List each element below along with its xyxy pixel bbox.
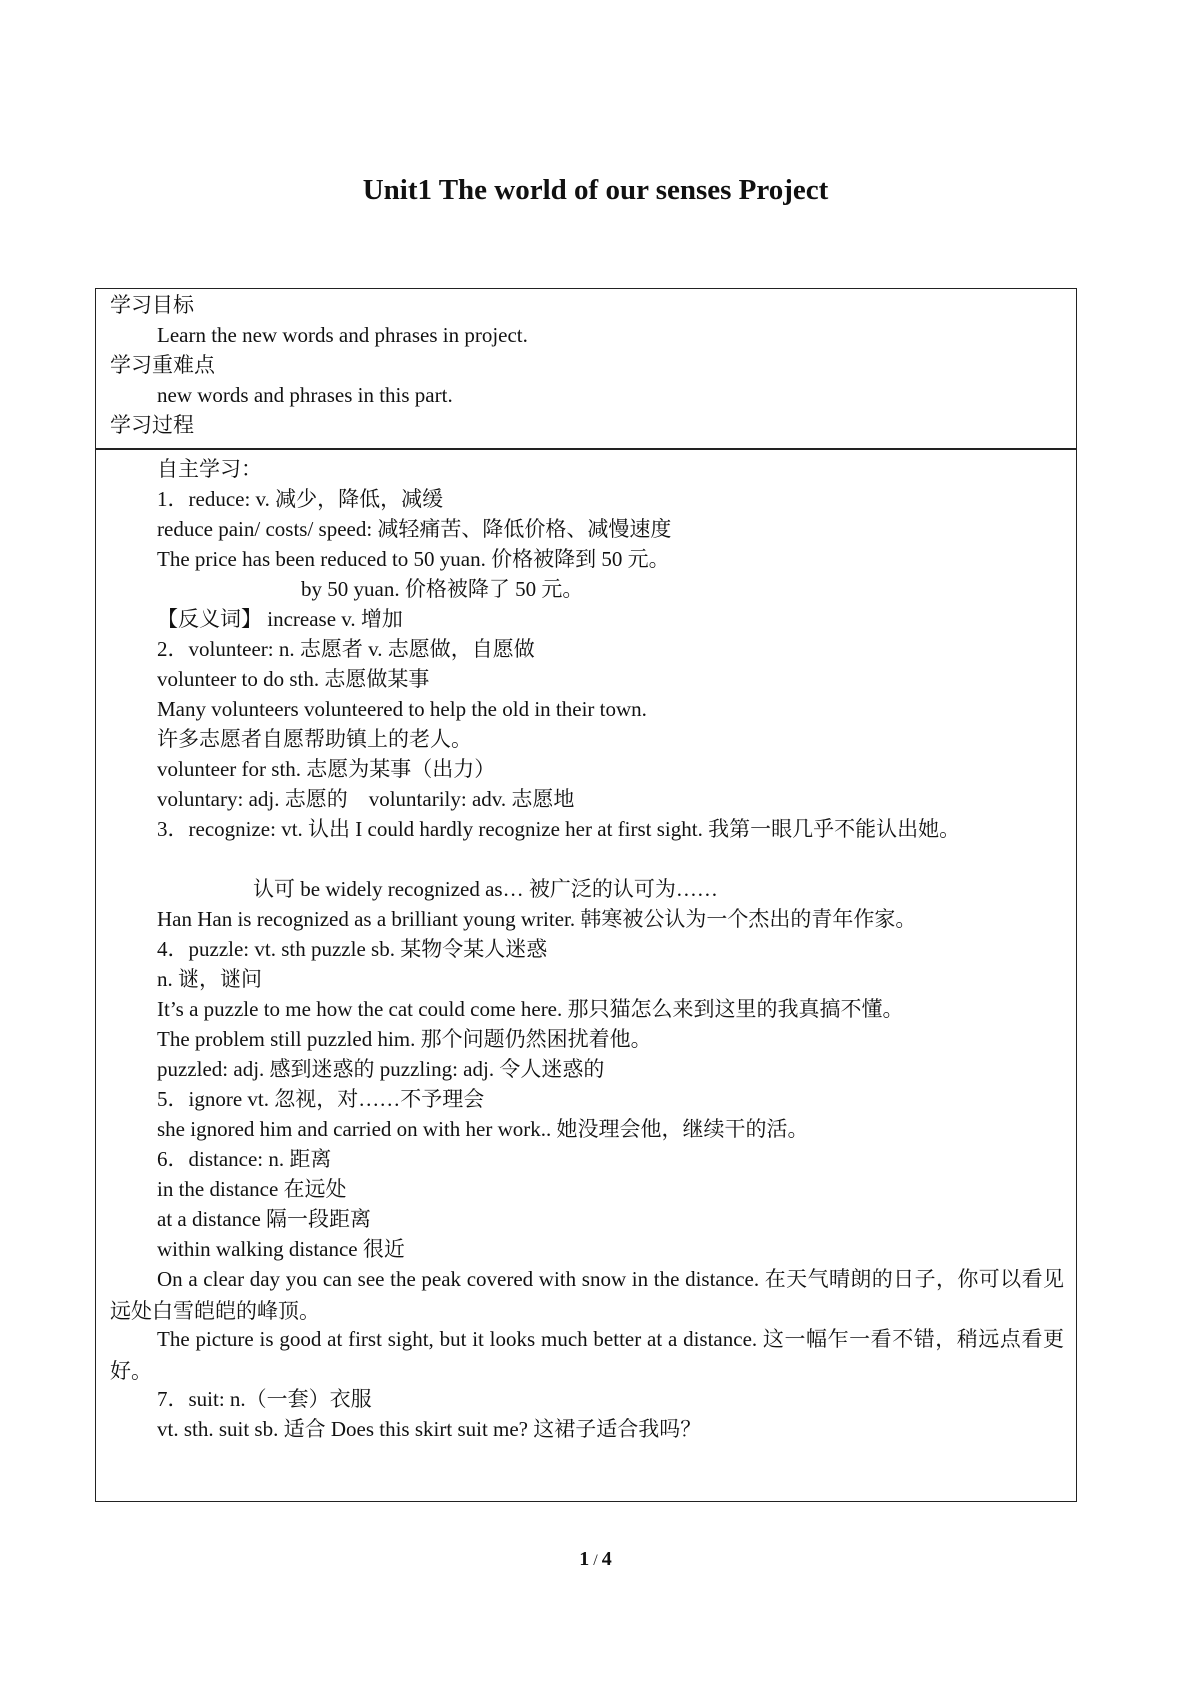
text-line: n. 谜，谜问 <box>157 967 262 991</box>
text-line: On a clear day you can see the peak covered with snow in the distance. 在天气晴朗的日子，你可以看见远处白雪皑皑的峰顶。 <box>110 1267 1064 1323</box>
text-line: she ignored him and carried on with her work.. 她没理会他，继续干的活。 <box>157 1117 809 1141</box>
text-line: vt. sth. suit sb. 适合 Does this skirt suit me? 这裙子适合我吗？ <box>157 1417 702 1441</box>
text-line: 7．suit: n.（一套）衣服 <box>157 1387 372 1411</box>
goal-label: 学习目标 <box>110 293 194 317</box>
text-line: Han Han is recognized as a brilliant young writer. 韩寒被公认为一个杰出的青年作家。 <box>157 907 917 931</box>
content-table-cell <box>95 448 1077 1502</box>
focus-label: 学习重难点 <box>110 353 215 377</box>
header-table-cell <box>95 288 1077 450</box>
text-line: 许多志愿者自愿帮助镇上的老人。 <box>157 727 472 751</box>
focus-text: new words and phrases in this part. <box>157 383 453 407</box>
text-line: 【反义词】 increase v. 增加 <box>157 607 403 631</box>
text-line: The price has been reduced to 50 yuan. 价格被降到 50 元。 <box>157 547 670 571</box>
text-line: 3．recognize: vt. 认出 I could hardly recognize her at first sight. 我第一眼几乎不能认出她。 <box>157 817 961 841</box>
text-line: It’s a puzzle to me how the cat could come here. 那只猫怎么来到这里的我真搞不懂。 <box>157 997 904 1021</box>
text-line: 自主学习： <box>157 457 262 481</box>
document-title: Unit1 The world of our senses Project <box>362 174 829 206</box>
text-line: puzzled: adj. 感到迷惑的 puzzling: adj. 令人迷惑的 <box>157 1057 605 1081</box>
text-line: The picture is good at first sight, but it looks much better at a distance. 这一幅乍一看不错，稍远点看更好。 <box>110 1327 1064 1383</box>
text-line: 1．reduce: v. 减少，降低，减缓 <box>157 487 444 511</box>
text-line: volunteer to do sth. 志愿做某事 <box>157 667 430 691</box>
text-line: voluntary: adj. 志愿的 voluntarily: adv. 志愿地 <box>157 787 575 811</box>
text-line: 2．volunteer: n. 志愿者 v. 志愿做，自愿做 <box>157 637 535 661</box>
text-line: within walking distance 很近 <box>157 1237 405 1261</box>
text-line: by 50 yuan. 价格被降了 50 元。 <box>301 577 584 601</box>
page-current: 1 <box>579 1548 590 1570</box>
text-line: 5．ignore vt. 忽视，对……不予理会 <box>157 1087 485 1111</box>
text-line: reduce pain/ costs/ speed: 减轻痛苦、降低价格、减慢速度 <box>157 517 672 541</box>
page-number: 1 / 4 <box>579 1548 612 1570</box>
text-line: volunteer for sth. 志愿为某事（出力） <box>157 757 496 781</box>
process-label: 学习过程 <box>110 413 194 437</box>
text-line: 认可 be widely recognized as… 被广泛的认可为…… <box>253 877 718 901</box>
text-line: Many volunteers volunteered to help the old in their town. <box>157 697 647 721</box>
text-line: in the distance 在远处 <box>157 1177 347 1201</box>
text-line: The problem still puzzled him. 那个问题仍然困扰着他。 <box>157 1027 652 1051</box>
page-total: 4 <box>601 1548 612 1570</box>
goal-text: Learn the new words and phrases in project. <box>157 323 528 347</box>
text-line: 4．puzzle: vt. sth puzzle sb. 某物令某人迷惑 <box>157 937 548 961</box>
text-line: 6．distance: n. 距离 <box>157 1147 332 1171</box>
text-line: at a distance 隔一段距离 <box>157 1207 372 1231</box>
